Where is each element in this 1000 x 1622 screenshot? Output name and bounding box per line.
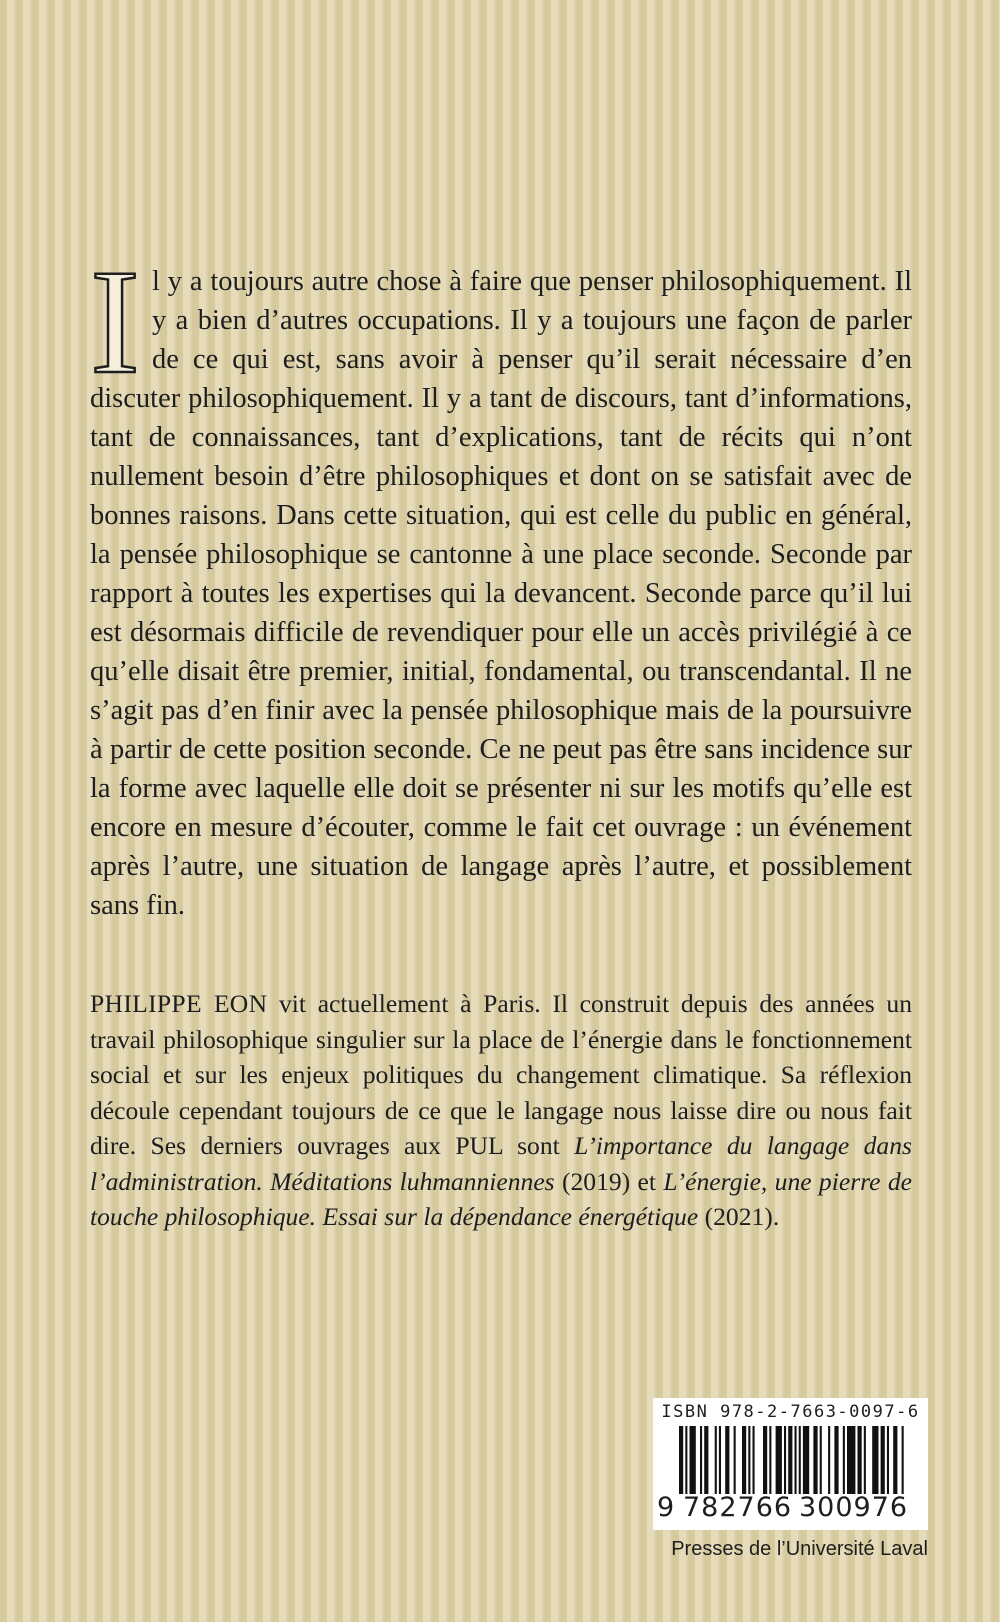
barcode-bar (902, 1426, 904, 1494)
blurb-text: l y a toujours autre chose à faire que penser philosophiquement. Il y a bien d’autres occupations. Il y a toujours une façon de parler de ce qui est, sans avoir à penser qu’il serait nécessaire d’en discuter philosophiquement. Il y a tant de discours, tant d’informations, tant de connaissances, tant d’explications, tant de récits qui n’ont nullement besoin d’être philosophiques et dont on se satisfait avec de bonnes raisons. Dans cette situation, qui est celle du public en général, la pensée philosophique se cantonne à une place seconde. Seconde par rapport à toutes les expertises qui la devancent. Seconde parce qu’il lui est désormais difficile de revendiquer pour elle un accès privilégié à ce qu’elle disait être premier, initial, fondamental, ou transcendantal. Il ne s’agit pas d’en finir avec la pensée philosophique mais de la poursuivre à partir de cette position seconde. Ce ne peut pas être sans incidence sur la forme avec laquelle elle doit se présenter ni sur les motifs qu’elle est encore en mesure d’écouter, comme le fait cet ouvrage : un événement après l’autre, une situation de langage après l’autre, et possiblement sans fin. (90, 266, 912, 921)
barcode-bar (742, 1426, 746, 1494)
barcode-bar (784, 1426, 786, 1494)
barcode-bar (847, 1426, 855, 1494)
bio-text-3: (2021). (698, 1202, 780, 1231)
barcode-bar (715, 1426, 717, 1494)
book-title-1: L’importance du langage dans l’administration. Méditations luhmanniennes (90, 1131, 912, 1196)
barcode-bar (834, 1426, 838, 1494)
barcode-bar (725, 1426, 729, 1494)
barcode-bar (872, 1426, 878, 1494)
barcode-bar (690, 1426, 696, 1494)
ean-digits-left: 782766 (683, 1492, 793, 1523)
barcode-bar (719, 1426, 721, 1494)
barcode-bar (858, 1426, 862, 1494)
barcode-bar (820, 1426, 822, 1494)
publisher-name: Presses de l’Université Laval (671, 1538, 928, 1560)
bio-text-1: vit actuellement à Paris. Il construit depuis des années un travail philosophique singulier sur la place de l’énergie dans le fonctionnement social et sur les enjeux politiques du changement climatique. Sa réflexion découle cependant toujours de ce que le langage nous laisse dire ou nous fait dire. Ses derniers ouvrages aux PUL sont (90, 989, 912, 1160)
barcode-bar (828, 1426, 830, 1494)
barcode-bar (795, 1426, 797, 1494)
barcode-bar (799, 1426, 801, 1494)
isbn-label: ISBN 978-2-7663-0097-6 (661, 1402, 920, 1422)
bio-text-2: (2019) et (554, 1166, 664, 1196)
barcode-bar (753, 1426, 755, 1494)
barcode-bar (803, 1426, 809, 1494)
back-cover-blurb (90, 239, 912, 925)
barcode-bar (704, 1426, 708, 1494)
ean-digits-right: 300976 (799, 1492, 909, 1523)
barcode-bar (679, 1426, 683, 1494)
barcode-bar (843, 1426, 845, 1494)
barcode-bar (893, 1426, 897, 1494)
barcode-bar (813, 1426, 817, 1494)
barcode-bar (685, 1426, 687, 1494)
drop-cap: I (90, 239, 140, 405)
barcode-bar (776, 1426, 782, 1494)
author-bio (90, 986, 912, 1235)
author-name: PHILIPPE EON (90, 989, 268, 1018)
barcode-bar (864, 1426, 866, 1494)
isbn-barcode (653, 1398, 928, 1530)
barcode-bar (700, 1426, 702, 1494)
ean-digit-first: 9 (657, 1492, 676, 1523)
book-title-2: L’énergie, une pierre de touche philosophique. Essai sur la dépendance énergétique (90, 1166, 912, 1231)
barcode-bar (788, 1426, 792, 1494)
barcode-bar (748, 1426, 750, 1494)
barcode-bar (769, 1426, 771, 1494)
barcode-bar (881, 1426, 885, 1494)
barcode-bar (763, 1426, 767, 1494)
barcode-bar (734, 1426, 736, 1494)
barcode-bar (887, 1426, 889, 1494)
barcode-bars (675, 1426, 907, 1494)
